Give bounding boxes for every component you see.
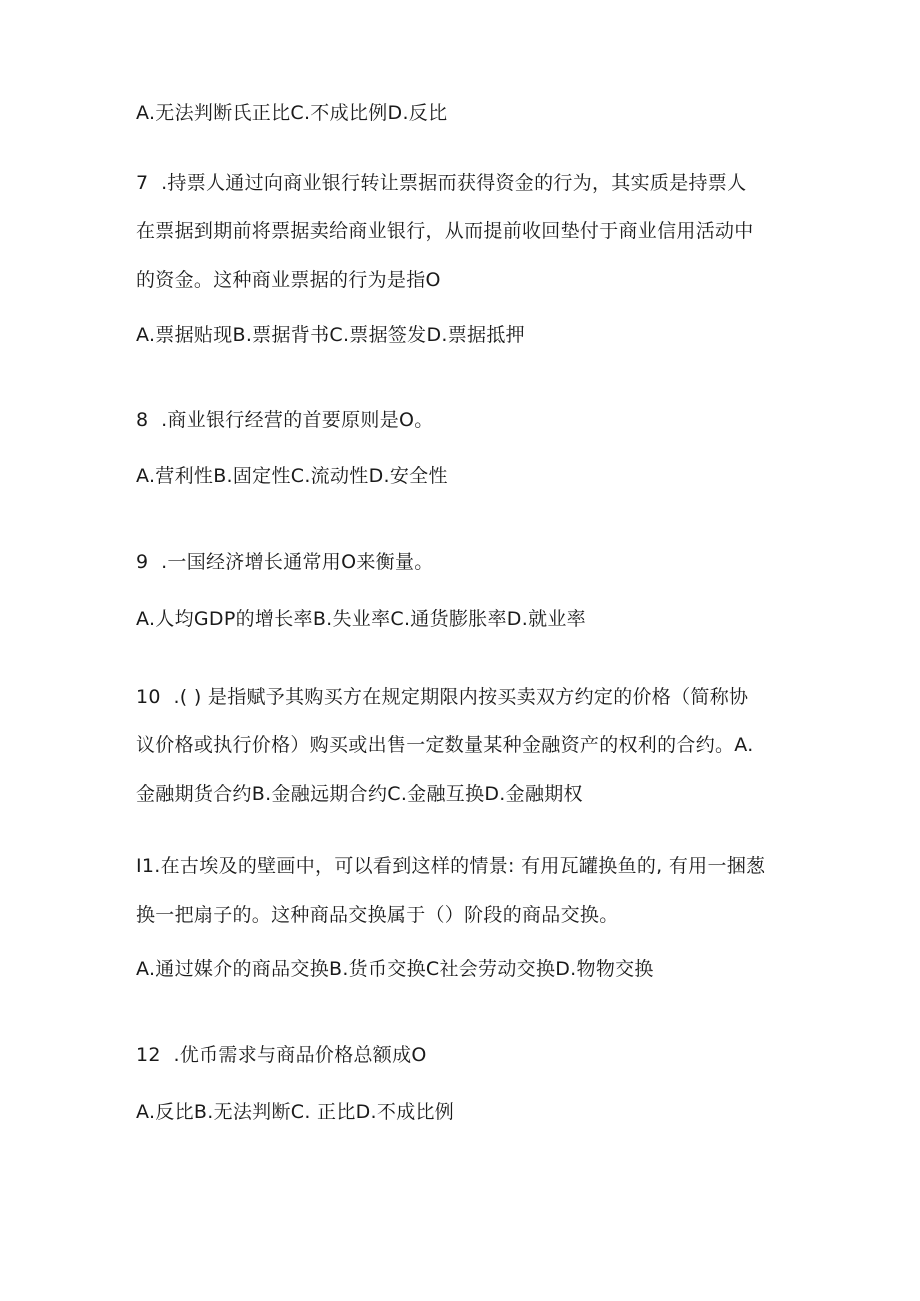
question-7-line-3: 的资金。这种商业票据的行为是指O [136,269,441,291]
answer-options-6: A.无法判断氏正比C.不成比例D.反比 [136,102,448,124]
question-9: 9 .一国经济增长通常用O来衡量。 [136,551,434,573]
question-8: 8 .商业银行经营的首要原则是O。 [136,409,434,431]
question-7-line-2: 在票据到期前将票据卖给商业银行，从而提前收回垫付于商业信用活动中 [136,220,754,242]
answer-options-7: A.票据贴现B.票据背书C.票据签发D.票据抵押 [136,324,525,346]
question-7-line-1: 7 .持票人通过向商业银行转让票据而获得资金的行为，其实质是持票人 [136,172,747,194]
question-11-line-2: 换一把扇子的。这种商品交换属于（）阶段的商品交换。 [136,904,619,926]
answer-options-12: A.反比B.无法判断C. 正比D.不成比例 [136,1101,455,1123]
answer-options-8: A.营利性B.固定性C.流动性D.安全性 [136,465,448,487]
question-12: 12 .优币需求与商品价格总额成O [136,1044,427,1066]
answer-options-11: A.通过媒介的商品交换B.货币交换C社会劳动交换D.物物交换 [136,958,654,980]
answer-options-9: A.人均GDP的增长率B.失业率C.通货膨胀率D.就业率 [136,608,586,630]
question-10-line-3: 金融期货合约B.金融远期合约C.金融互换D.金融期权 [136,783,583,805]
question-10-line-2: 议价格或执行价格）购买或出售一定数量某种金融资产的权利的合约。A. [136,734,754,756]
question-11-line-1: I1.在古埃及的壁画中，可以看到这样的情景: 有用瓦罐换鱼的, 有用一捆葱 [136,855,766,877]
question-10-line-1: 10 .( ) 是指赋予其购买方在规定期限内按买卖双方约定的价格（简称协 [136,686,749,708]
